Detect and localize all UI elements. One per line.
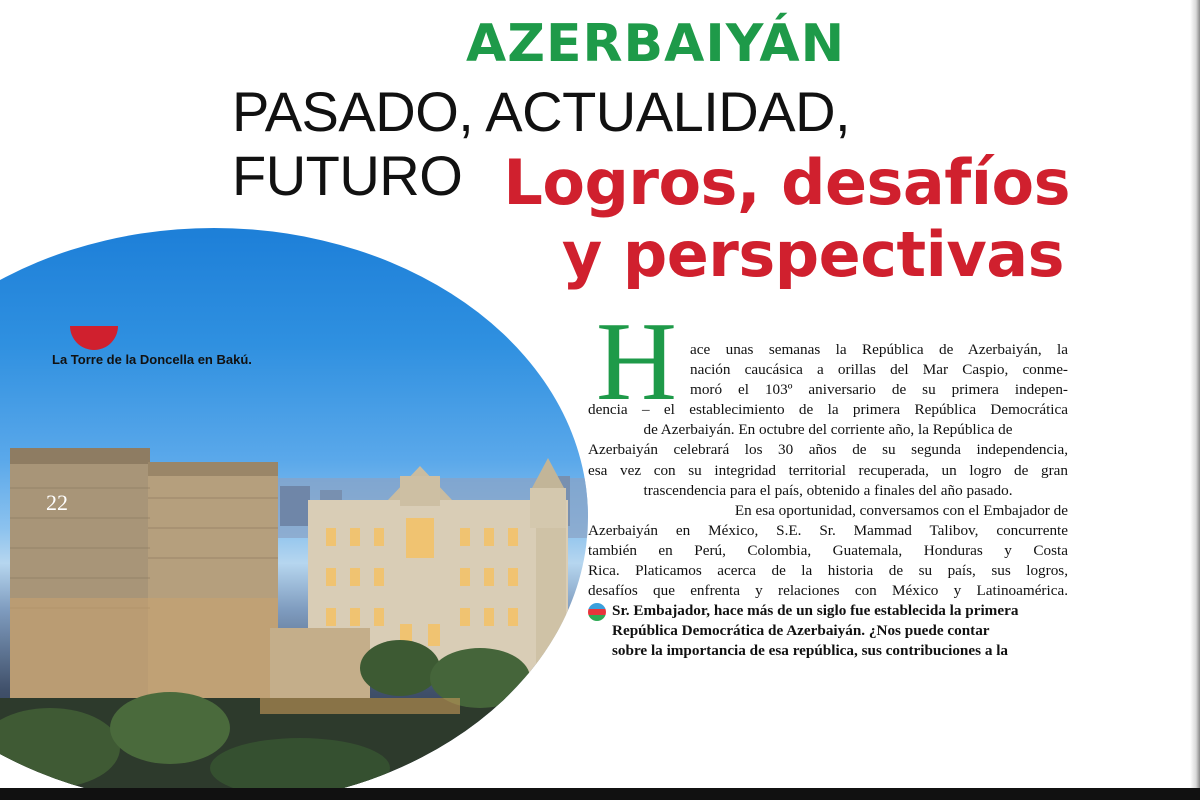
headline-line-2: y perspectivas: [561, 218, 1064, 291]
page-edge-shadow: [1190, 0, 1200, 800]
baku-skyline-illustration: [0, 228, 588, 800]
title-country: AZERBAIYÁN: [466, 14, 846, 74]
question-line: República Democrática de Azerbaiyán. ¿Nos puede contar: [612, 622, 990, 639]
headline-line-1: Logros, desafíos: [503, 146, 1070, 219]
article-line: Azerbaiyán en México, S.E. Sr. Mammad Talibov, concurrente: [588, 521, 1068, 539]
article-line: trascendencia para el país, obtenido a finales del año pasado.: [643, 481, 1013, 499]
article-line: también en Perú, Colombia, Guatemala, Honduras y Costa: [588, 541, 1068, 559]
article-body: [588, 340, 1068, 601]
drop-cap: H: [596, 300, 677, 424]
page-number: 22: [46, 490, 68, 515]
article-line: ace unas semanas la República de Azerbaiyán, la: [690, 341, 1068, 358]
article-line: esa vez con su integridad territorial recuperada, un logro de gran: [588, 461, 1068, 479]
maiden-tower-photo: [0, 228, 588, 800]
article-line: Azerbaiyán celebrará los 30 años de su segunda independencia,: [588, 441, 1068, 459]
bottom-border: [0, 788, 1200, 800]
article-line: En esa oportunidad, conversamos con el Embajador de: [734, 501, 1068, 519]
article-line: de Azerbaiyán. En octubre del corriente año, la República de: [643, 421, 1013, 439]
article-line: moró el 103º aniversario de su primera indepen-: [690, 381, 1068, 399]
article-line: nación caucásica a orillas del Mar Caspio, conme-: [690, 361, 1068, 379]
article-line: desafíos que enfrenta y relaciones con México y Latinoamérica.: [588, 582, 1068, 600]
question-line: Sr. Embajador, hace más de un siglo fue establecida la primera: [612, 602, 1019, 619]
article-line: dencia – el establecimiento de la primera República Democrática: [588, 401, 1068, 419]
photo-caption: La Torre de la Doncella en Bakú.: [52, 352, 252, 367]
interview-question: [588, 601, 1068, 661]
question-line: sobre la importancia de esa república, sus contribuciones a la: [612, 642, 1009, 659]
article-line: Rica. Platicamos acerca de la historia de su país, sus logros,: [588, 562, 1068, 580]
title-subtitle: PASADO, ACTUALIDAD, FUTURO: [232, 80, 851, 207]
